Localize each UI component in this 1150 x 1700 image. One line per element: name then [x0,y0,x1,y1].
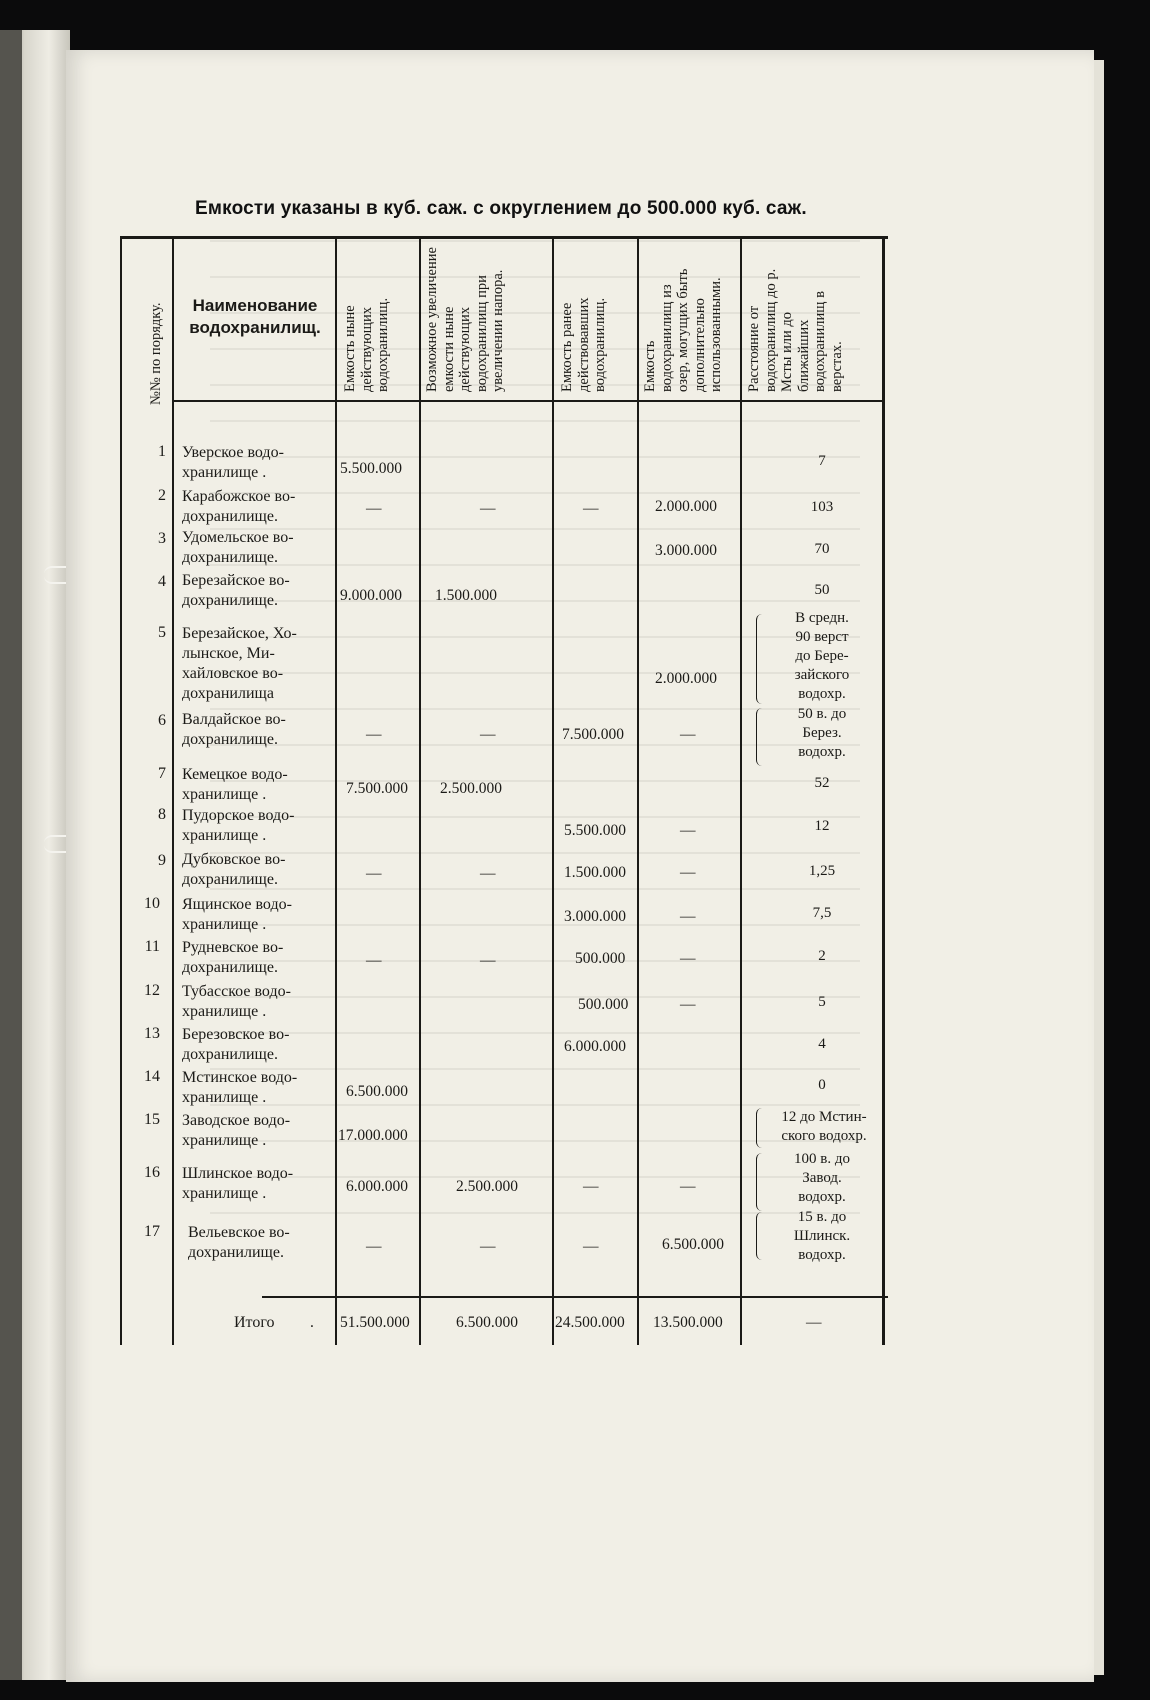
former-value: 5.500.000 [564,822,626,839]
reservoir-name: Березовское во- дохранилище. [182,1026,290,1063]
row-number: 8 [158,806,166,823]
lakes-value: — [680,950,696,967]
distance-value: 15 в. до Шлинск. водохр. [793,1209,851,1263]
lakes-value: 2.000.000 [655,498,717,515]
distance-value: 100 в. до Завод. водохр. [794,1151,850,1205]
total-distance: — [806,1314,822,1331]
column-divider [419,239,421,1345]
increase-value: 1.500.000 [435,587,497,604]
reservoir-name: Рудневское во- дохранилище. [182,939,284,976]
row-number: 9 [158,852,166,869]
reservoir-name: Ящинское водо- хранилище . [182,896,292,933]
existing-value: 9.000.000 [340,587,402,604]
distance-value: 1,25 [808,863,836,879]
book-binding [0,30,70,1680]
row-number: 12 [144,982,160,999]
total-increase: 6.500.000 [456,1314,518,1331]
existing-value: — [366,865,382,882]
header-increase: Возможное увеличение емкости ныне действующих водохранилищ при увеличении напора. [424,247,506,392]
header-former: Емкость ранее действовавших водохранилищ. [559,297,608,392]
row-number: 10 [144,895,160,912]
distance-value: 4 [818,1036,826,1052]
existing-value: 6.000.000 [346,1178,408,1195]
table-left-border [120,239,122,1345]
row-number: 11 [144,938,160,955]
reservoir-name: Березайское во- дохранилище. [182,572,290,609]
existing-value: 6.500.000 [346,1083,408,1100]
header-lakes: Емкость водохранилищ из озер, могущих быть дополнительно использованными. [642,268,724,392]
distance-value: 7 [818,453,826,469]
increase-value: — [480,726,496,743]
distance-value: 7,5 [812,905,832,921]
former-value: — [583,1238,599,1255]
distance-value: 103 [810,499,834,515]
distance-value: 0 [818,1077,826,1093]
lakes-value: 3.000.000 [655,542,717,559]
increase-value: 2.500.000 [456,1178,518,1195]
lakes-value: — [680,996,696,1013]
distance-value: В средн. 90 верст до Бере- зайского водохр. [794,610,850,702]
book-spine [0,30,22,1680]
column-divider [637,239,639,1345]
row-number: 17 [144,1223,160,1240]
distance-value: 5 [818,994,826,1010]
lakes-value: — [680,1178,696,1195]
row-number: 7 [158,765,166,782]
former-value: 1.500.000 [564,864,626,881]
row-number: 13 [144,1025,160,1042]
existing-value: — [366,500,382,517]
row-number: 4 [158,573,166,590]
row-number: 1 [158,443,166,460]
reservoir-name: Мстинское водо- хранилище . [182,1069,298,1106]
former-value: 500.000 [578,996,629,1013]
column-divider [552,239,554,1345]
former-value: 7.500.000 [562,726,624,743]
increase-value: 2.500.000 [440,780,502,797]
header-number: №№ по порядку. [148,302,164,405]
reservoir-name: Уверское водо- хранилище . [182,444,284,481]
former-value: 500.000 [575,950,626,967]
existing-value: 17.000.000 [338,1127,408,1144]
reservoir-name: Валдайское во- дохранилище. [182,711,286,748]
distance-value: 50 [814,582,830,598]
lakes-value: 2.000.000 [655,670,717,687]
header-distance: Расстояние от водохранилищ до р. Мсты или до ближайших водохранилищ в верстах. [746,268,845,392]
reservoir-name: Удомельское во- дохранилище. [182,529,294,566]
increase-value: — [480,500,496,517]
distance-value: 2 [818,948,826,964]
header-existing: Емкость ныне действующих водохранилищ. [342,297,391,392]
distance-value: 50 в. до Берез. водохр. [797,706,847,760]
reservoir-name: Березайское, Хо- лынское, Ми- хайловское во- дохранилища [182,625,297,702]
total-label: Итого [234,1314,275,1331]
reservoir-name: Кемецкое водо- хранилище . [182,766,288,803]
reservoir-name: Шлинское водо- хранилище . [182,1165,294,1202]
lakes-value: — [680,822,696,839]
column-divider [335,239,337,1345]
former-value: 6.000.000 [564,1038,626,1055]
row-number: 14 [144,1068,160,1085]
lakes-value: — [680,726,696,743]
page-title: Емкости указаны в куб. саж. с округлением до 500.000 куб. саж. [195,198,807,219]
total-existing: 51.500.000 [340,1314,410,1331]
row-number: 2 [158,487,166,504]
existing-value: — [366,726,382,743]
increase-value: — [480,952,496,969]
reservoir-name: Карабожское во- дохранилище. [182,488,296,525]
page-edge [1094,60,1104,1675]
existing-value: 5.500.000 [340,460,402,477]
total-dot: . [310,1314,314,1331]
row-number: 16 [144,1164,160,1181]
former-value: — [583,1178,599,1195]
header-name: Наименование водохранилищ. [189,296,321,337]
increase-value: — [480,865,496,882]
former-value: — [583,500,599,517]
existing-value: 7.500.000 [346,780,408,797]
column-divider [740,239,742,1345]
reservoir-name: Дубковское во- дохранилище. [182,851,286,888]
existing-value: — [366,1238,382,1255]
table-top-rule [120,236,888,239]
table-right-border [882,239,885,1345]
distance-value: 12 до Мстин- ского водохр. [781,1109,867,1144]
total-rule [262,1296,888,1298]
column-divider [172,239,174,1345]
row-number: 15 [144,1111,160,1128]
reservoir-name: Тубасское водо- хранилище . [182,983,291,1020]
distance-value: 52 [814,775,830,791]
lakes-value: — [680,908,696,925]
total-former: 24.500.000 [555,1314,625,1331]
existing-value: — [366,952,382,969]
header-bottom-rule [172,400,884,402]
former-value: 3.000.000 [564,908,626,925]
row-number: 6 [158,712,166,729]
reservoir-name: Пудорское водо- хранилище . [182,807,295,844]
increase-value: — [480,1238,496,1255]
lakes-value: — [680,864,696,881]
total-lakes: 13.500.000 [653,1314,723,1331]
distance-value: 12 [814,818,830,834]
row-number: 3 [158,530,166,547]
lakes-value: 6.500.000 [662,1236,724,1253]
row-number: 5 [158,624,166,641]
reservoir-name: Вельевское во- дохранилище. [188,1224,290,1261]
distance-value: 70 [814,541,830,557]
reservoir-name: Заводское водо- хранилище . [182,1112,291,1149]
